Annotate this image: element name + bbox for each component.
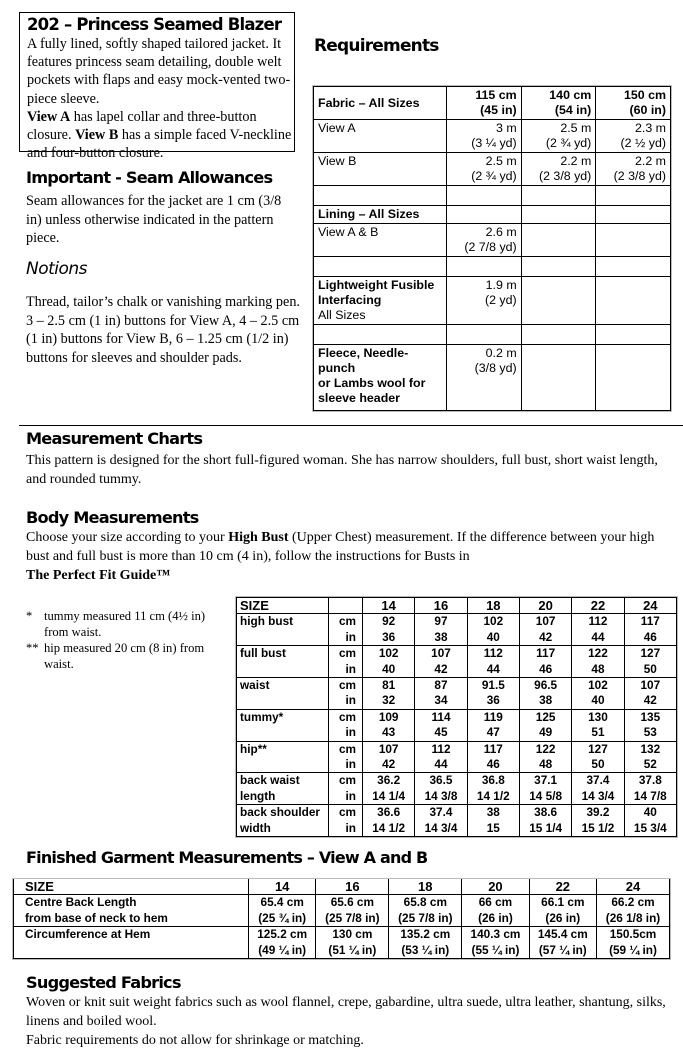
- cell: 92 36: [363, 614, 415, 646]
- measurement-label: Circumference at Hem: [14, 927, 249, 959]
- measurement-label: Centre Back Length from base of neck to hem: [14, 895, 249, 927]
- cell: 37.1 14 5/8: [519, 773, 571, 805]
- table-row: [237, 741, 677, 773]
- cell: 130 cm (51 ¼ in): [316, 927, 389, 959]
- section-divider: [19, 425, 683, 426]
- row-label: Fleece, Needle-punch or Lambs wool for sleeve header: [314, 345, 447, 411]
- row-label: View B: [314, 153, 447, 186]
- cell: 112 44: [572, 614, 624, 646]
- cell: 36.8 14 1/2: [467, 773, 519, 805]
- cell: 150.5cm (59 ¼ in): [596, 927, 669, 959]
- cell: 37.4 14 3/4: [572, 773, 624, 805]
- table-header-row: [14, 879, 670, 895]
- measurement-label: back waist length: [237, 773, 329, 805]
- spacer-row: [314, 186, 671, 206]
- cell: 102 40: [572, 678, 624, 710]
- cell: 38 15: [467, 805, 519, 837]
- size-column-header: 20: [519, 598, 571, 614]
- cell: 102 40: [363, 646, 415, 678]
- width-header: 140 cm (54 in): [521, 87, 596, 120]
- pattern-title: 202 – Princess Seamed Blazer: [27, 15, 282, 34]
- unit-label: cm in: [329, 805, 363, 837]
- cell: 107 42: [363, 741, 415, 773]
- measurement-charts-text: This pattern is designed for the short full-figured woman. She has narrow shoulders, full bust, short waist length, and rounded tummy.: [26, 453, 658, 487]
- intro-description: A fully lined, softly shaped tailored jacket. It features princess seam detailing, double welt pockets with flaps and easy mock-vented two-piece sleeve. View A has lapel collar and three-button closure. View B has a simple faced V-neckline and four-button closure.: [27, 36, 292, 162]
- measurement-label: hip**: [237, 741, 329, 773]
- requirements-heading: Requirements: [314, 36, 439, 56]
- cell: 102 40: [467, 614, 519, 646]
- cell: 65.4 cm (25 ¾ in): [249, 895, 316, 927]
- measurement-label: high bust: [237, 614, 329, 646]
- spacer-row: [314, 257, 671, 277]
- unit-label: cm in: [329, 678, 363, 710]
- cell: 107 42: [624, 678, 676, 710]
- table-row: [14, 927, 670, 959]
- note-hip: ** hip measured 20 cm (8 in) from waist.: [26, 641, 205, 671]
- size-column-header: 14: [249, 879, 316, 895]
- cell: 135 53: [624, 709, 676, 741]
- cell: 81 32: [363, 678, 415, 710]
- cell: 2.5 m (2 ¾ yd): [447, 153, 522, 186]
- table-row: [314, 120, 671, 153]
- size-column-header: 16: [316, 879, 389, 895]
- table-row: [237, 805, 677, 837]
- table-row: [314, 277, 671, 325]
- spacer-row: [314, 325, 671, 345]
- cell: 65.8 cm (25 7/8 in): [389, 895, 462, 927]
- cell: 2.3 m (2 ½ yd): [596, 120, 671, 153]
- cell: 2.2 m (2 3/8 yd): [596, 153, 671, 186]
- cell: 135.2 cm (53 ¼ in): [389, 927, 462, 959]
- size-header: SIZE: [237, 598, 329, 614]
- cell: 2.6 m (2 7/8 yd): [447, 224, 522, 257]
- size-header: SIZE: [14, 879, 249, 895]
- cell: 91.5 36: [467, 678, 519, 710]
- size-column-header: 24: [624, 598, 676, 614]
- cell: 40 15 3/4: [624, 805, 676, 837]
- cell: 130 51: [572, 709, 624, 741]
- size-column-header: 16: [415, 598, 467, 614]
- body-measurements-heading: Body Measurements: [26, 508, 199, 527]
- measurement-charts-heading: Measurement Charts: [26, 429, 203, 448]
- width-header: 150 cm (60 in): [596, 87, 671, 120]
- measurement-label: back shoulder width: [237, 805, 329, 837]
- cell: 114 45: [415, 709, 467, 741]
- cell: 36.6 14 1/2: [363, 805, 415, 837]
- row-label: View A & B: [314, 224, 447, 257]
- cell: 65.6 cm (25 7/8 in): [316, 895, 389, 927]
- measurement-label: waist: [237, 678, 329, 710]
- cell: 127 50: [572, 741, 624, 773]
- cell: 107 42: [415, 646, 467, 678]
- cell: 96.5 38: [519, 678, 571, 710]
- cell: 39.2 15 1/2: [572, 805, 624, 837]
- cell: 37.8 14 7/8: [624, 773, 676, 805]
- cell: 112 44: [467, 646, 519, 678]
- cell: 36.2 14 1/4: [363, 773, 415, 805]
- cell: 127 50: [624, 646, 676, 678]
- fabric-header: Fabric – All Sizes: [314, 87, 447, 120]
- table-row: [237, 646, 677, 678]
- cell: 36.5 14 3/8: [415, 773, 467, 805]
- seam-allowances-heading: Important - Seam Allowances: [26, 168, 273, 187]
- size-column-header: 18: [467, 598, 519, 614]
- size-column-header: 18: [389, 879, 462, 895]
- cell: 66.1 cm (26 in): [529, 895, 596, 927]
- cell: 2.5 m (2 ¾ yd): [521, 120, 596, 153]
- measurement-label: full bust: [237, 646, 329, 678]
- cell: 87 34: [415, 678, 467, 710]
- notions-heading: Notions: [26, 259, 88, 279]
- table-row: [314, 345, 671, 411]
- unit-label: cm in: [329, 709, 363, 741]
- cell: 1.9 m (2 yd): [447, 277, 522, 325]
- table-row: [237, 773, 677, 805]
- cell: 119 47: [467, 709, 519, 741]
- cell: 125 49: [519, 709, 571, 741]
- table-header-row: [237, 598, 677, 614]
- size-column-header: 24: [596, 879, 669, 895]
- table-row: [237, 678, 677, 710]
- unit-label: cm in: [329, 614, 363, 646]
- width-header: 115 cm (45 in): [447, 87, 522, 120]
- requirements-table: [313, 86, 671, 411]
- note-tummy: * tummy measured 11 cm (4½ in) from waist.: [26, 609, 206, 639]
- measurement-notes: [26, 608, 226, 672]
- table-row: [314, 224, 671, 257]
- cell: 117 46: [519, 646, 571, 678]
- cell: 66 cm (26 in): [462, 895, 529, 927]
- unit-label: cm in: [329, 773, 363, 805]
- lining-header: Lining – All Sizes: [314, 206, 447, 224]
- cell: 2.2 m (2 3/8 yd): [521, 153, 596, 186]
- intro-box: [19, 12, 295, 162]
- cell: 125.2 cm (49 ¼ in): [249, 927, 316, 959]
- notions-text: Thread, tailor’s chalk or vanishing marking pen. 3 – 2.5 cm (1 in) buttons for View A, 4 – 2.5 cm (1 in) buttons for View B, 6 – 1.25 cm (1/2 in) buttons for sleeves and shoulder pads.: [26, 294, 300, 366]
- cell: 112 44: [415, 741, 467, 773]
- finished-garment-heading: Finished Garment Measurements – View A and B: [26, 848, 428, 867]
- body-measurements-text: Choose your size according to your High Bust (Upper Chest) measurement. If the difference between your high bust and full bust is more than 10 cm (4 in), follow the instructions for Busts in The Perfect Fit Guide™: [26, 530, 655, 583]
- cell: 66.2 cm (26 1/8 in): [596, 895, 669, 927]
- cell: 117 46: [624, 614, 676, 646]
- cell: 132 52: [624, 741, 676, 773]
- unit-label: cm in: [329, 741, 363, 773]
- cell: 37.4 14 3/4: [415, 805, 467, 837]
- table-row: [237, 709, 677, 741]
- measurement-label: tummy*: [237, 709, 329, 741]
- cell: 140.3 cm (55 ¼ in): [462, 927, 529, 959]
- cell: 122 48: [519, 741, 571, 773]
- cell: 97 38: [415, 614, 467, 646]
- cell: 3 m (3 ¼ yd): [447, 120, 522, 153]
- table-row: [314, 153, 671, 186]
- cell: 122 48: [572, 646, 624, 678]
- cell: 117 46: [467, 741, 519, 773]
- table-row: [237, 614, 677, 646]
- suggested-fabrics-heading: Suggested Fabrics: [26, 973, 181, 992]
- cell: 38.6 15 1/4: [519, 805, 571, 837]
- cell: 109 43: [363, 709, 415, 741]
- cell: 107 42: [519, 614, 571, 646]
- size-column-header: 22: [529, 879, 596, 895]
- row-label: View A: [314, 120, 447, 153]
- row-label: Lightweight Fusible Interfacing All Sizes: [314, 277, 447, 325]
- seam-allowances-text: Seam allowances for the jacket are 1 cm (3/8 in) unless otherwise indicated in the pattern piece.: [26, 193, 282, 246]
- cell: 0.2 m (3/8 yd): [447, 345, 522, 411]
- cell: 145.4 cm (57 ¼ in): [529, 927, 596, 959]
- finished-garment-table: [13, 879, 670, 959]
- table-row: [314, 206, 671, 224]
- body-measurements-table: [236, 597, 677, 837]
- size-column-header: 20: [462, 879, 529, 895]
- table-row: [314, 87, 671, 120]
- size-column-header: 14: [363, 598, 415, 614]
- unit-label: cm in: [329, 646, 363, 678]
- table-row: [14, 895, 670, 927]
- size-column-header: 22: [572, 598, 624, 614]
- suggested-fabrics-text: Woven or knit suit weight fabrics such as wool flannel, crepe, gabardine, ultra suede, ultra leather, shantung, silks, linens and boiled wool. Fabric requirements do not allow for shrinkage or matching.: [26, 995, 666, 1048]
